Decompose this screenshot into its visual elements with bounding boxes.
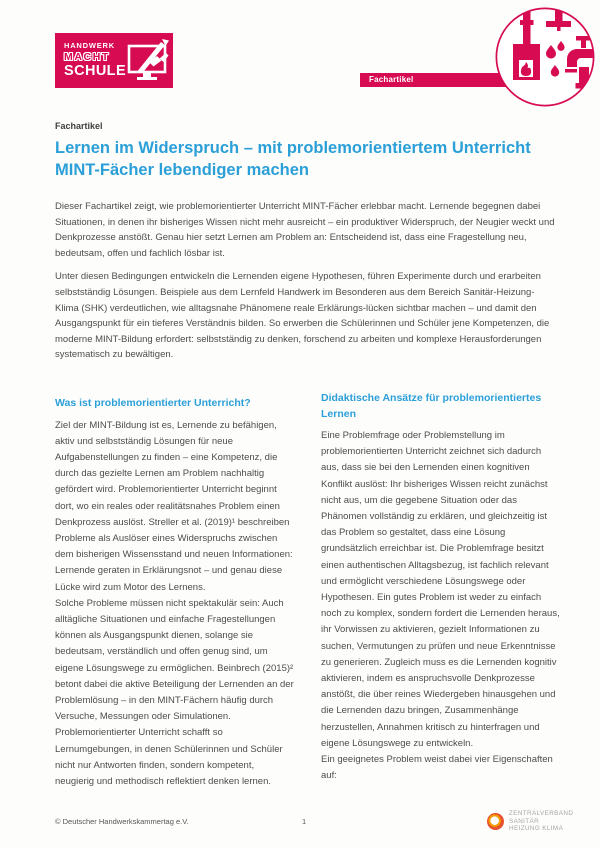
logo-word-schule: SCHULE (64, 63, 127, 80)
column-left-paragraph-1: Ziel der MINT-Bildung ist es, Lernende zu befähigen, aktiv und selbstständig Lösungen für neue Aufgabenstellungen zu finden – eine Kompetenz, die durch das gezielte Lernen am Problem nachhaltig gefördert wird. Problemorientierter Unterricht beginnt dort, wo ein reales oder realitätsnahes Problem einen Denkprozess auslöst. Streller et al. (2019)¹ beschreiben Probleme als Auslöser eines Widerspruchs zwischen dem bisherigen Wissensstand und neuen Informationen: Lernende geraten in Erklärungsnot – und genau diese Lücke wird zum Motor des Lernens. (55, 419, 293, 593)
logo-word-handwerk: HANDWERK (64, 41, 115, 51)
column-left-paragraph-2: Solche Probleme müssen nicht spektakulär sein: Auch alltägliche Situationen und einfache Fragestellungen können als Ausgangspunkt dienen, solange sie bedeutsam, verständlich und offen genug sind, um eigene Lösungswege zu ermöglichen. Beinbrech (2015)² betont dabei die aktive Beteiligung der Lernenden an der Problemlösung – in den MINT-Fächern häufig durch Versuche, Messungen oder Simulationen. Problemorientierter Unterricht schafft so Lernumgebungen, in denen Schülerinnen und Schüler nicht nur Antworten finden, sondern kompetent, neugierig und methodisch reflektiert denken lernen. (55, 597, 294, 787)
column-right-heading: Didaktische Ansätze für problemorientiertes Lernen (321, 392, 542, 420)
intro-paragraph-1: Dieser Fachartikel zeigt, wie problemorientierter Unterricht MINT-Fächer erlebbar macht. Lernende begegnen dabei Situationen, in denen ihr bisheriges Wissen nicht mehr ausreicht – ein produktiver Widerspruch, der Neugier weckt und Denkprozesse anstößt. Genau hier setzt Lernen am Problem an: Entscheidend ist, dass eine Fragestellung neu, bedeutsam, offen und fachlich lösbar ist. (55, 201, 555, 259)
column-right (321, 391, 560, 790)
column-right-paragraph-2: Ein geeignetes Problem weist dabei vier Eigenschaften auf: (321, 754, 553, 782)
page-footer (0, 808, 600, 849)
fachartikel-ribbon-label: Fachartikel (369, 75, 414, 84)
zvshk-org-name (509, 810, 573, 833)
article-intro (55, 199, 558, 363)
page-number: 1 (302, 817, 307, 826)
zvshk-org-line-3: HEIZUNG KLIMA (509, 825, 564, 833)
zvshk-ring-icon (487, 813, 504, 830)
article-kicker: Fachartikel (55, 121, 103, 131)
zvshk-org-line-1: ZENTRALVERBAND (509, 810, 574, 817)
title-line-2: MINT-Fächer lebendiger machen (55, 161, 309, 179)
zvshk-logo (487, 810, 573, 833)
title-line-1: Lernen im Widerspruch – mit problemorientiertem Unterricht (55, 139, 531, 157)
logo-word-macht: MACHT (64, 50, 110, 63)
zvshk-org-line-2: SANITÄR (509, 817, 540, 825)
copyright-text: © Deutscher Handwerkskammertag e.V. (55, 817, 189, 826)
article-columns (55, 391, 561, 790)
page-title (55, 137, 567, 181)
shk-circle-illustration (493, 5, 597, 109)
monitor-pencil-icon (126, 38, 172, 83)
column-left (55, 391, 294, 790)
logo-wordmark (64, 42, 126, 79)
handwerk-macht-schule-logo (55, 33, 173, 88)
column-left-heading: Was ist problemorientierter Unterricht? (55, 397, 251, 409)
intro-paragraph-2: Unter diesen Bedingungen entwickeln die Lernenden eigene Hypothesen, führen Experimente durch und erarbeiten selbstständig Lösungen. Beispiele aus dem Lernfeld Handwerk im Besonderen aus dem Bereich Sanitär-Heizung-Klima (SHK) verdeutlichen, wie alltagsnahe Phänomene reale Erklärungs-lücken sichtbar machen – und damit den Ausgangspunkt für ein tieferes Verständnis bilden. So erwerben die Schülerinnen und Schüler jene Kompetenzen, die moderne MINT-Bildung erfordert: selbstständig zu denken, forschend zu arbeiten und komplexe Herausforderungen systematisch zu bewältigen. (55, 271, 550, 361)
column-right-paragraph-1: Eine Problemfrage oder Problemstellung im problemorientierten Unterricht zeichnet sich dadurch aus, dass sie bei den Lernenden einen kognitiven Konflikt auslöst: Ihr bisheriges Wissen reicht zunächst nicht aus, um die gegebene Situation oder das Phänomen vollständig zu erklären, und gleichzeitig ist das Problem so gestaltet, dass eine Lösung grundsätzlich erreichbar ist. Die Problemfrage besitzt einen authentischen Alltagsbezug, ist fachlich relevant und ermöglicht verschiedene Lösungswege oder Hypothesen. Ein gutes Problem ist weder zu einfach noch zu komplex, sondern fordert die Lernenden heraus, ihr Vorwissen zu aktivieren, gezielt Informationen zu suchen, Vermutungen zu prüfen und neue Erkenntnisse zu generieren. Zugleich muss es die Lernenden kognitiv aktivieren, indem es anspruchsvolle Denkprozesse anstößt, die über reines Wiedergeben hinausgehen und die Lernenden dazu bringen, Zusammenhänge herzustellen, Annahmen kritisch zu hinterfragen und eigene Lösungswege zu entwickeln. (321, 430, 560, 749)
